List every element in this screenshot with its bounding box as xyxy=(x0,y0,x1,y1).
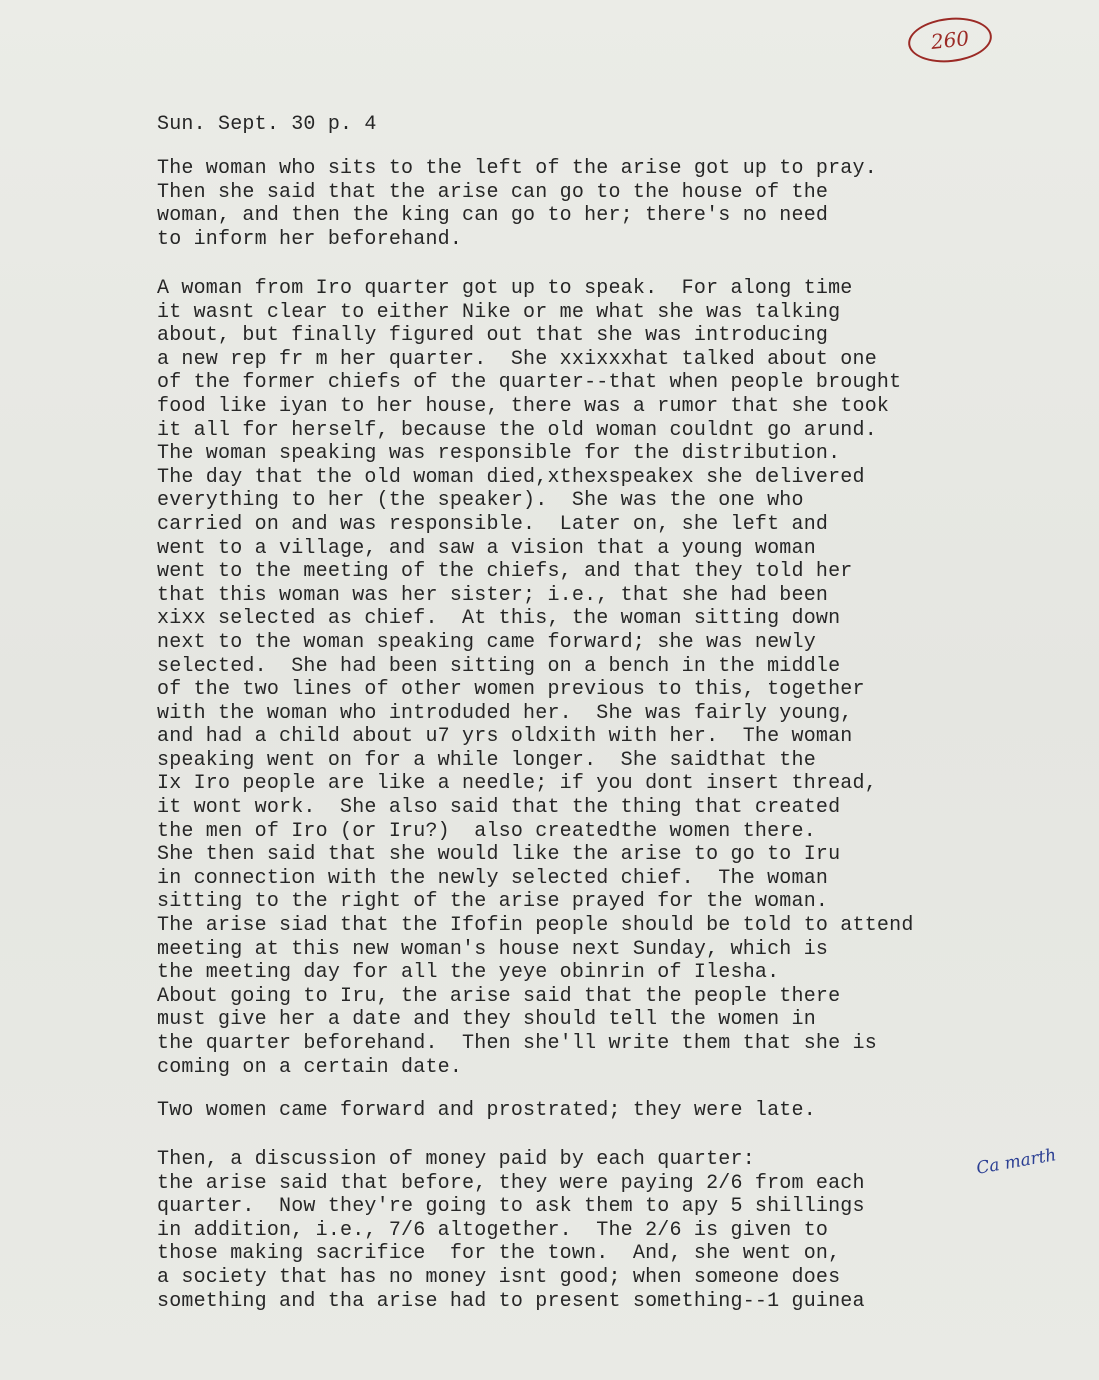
text-line: in connection with the newly selected chief. The woman xyxy=(157,866,829,890)
text-line: About going to Iru, the arise said that the people there xyxy=(157,984,841,1008)
text-line: selected. She had been sitting on a bench in the middle xyxy=(157,654,841,678)
text-line: quarter. Now they're going to ask them to apy 5 shillings xyxy=(157,1195,865,1219)
text-line: of the two lines of other women previous to this, together xyxy=(157,678,865,702)
paragraph-2 xyxy=(157,277,1057,1079)
text-line: woman, and then the king can go to her; there's no need xyxy=(157,204,829,228)
text-line: the quarter beforehand. Then she'll write them that she is xyxy=(157,1032,877,1055)
text-line: coming on a certain date. xyxy=(157,1055,463,1079)
page-number-stamp: 260 xyxy=(906,14,994,67)
text-line: meeting at this new woman's house next Sunday, which is xyxy=(157,937,829,961)
text-line: in addition, i.e., 7/6 altogether. The 2/6 is given to xyxy=(157,1218,829,1242)
text-line: something and tha arise had to present something--1 guinea xyxy=(157,1289,865,1313)
text-line: Then she said that the arise can go to the house of the xyxy=(157,180,829,204)
text-line: She then said that she would like the arise to go to Iru xyxy=(157,843,841,867)
text-line: of the former chiefs of the quarter--that when people brought xyxy=(157,371,902,395)
text-line: to inform her beforehand. xyxy=(157,227,463,251)
text-line: sitting to the right of the arise prayed for the woman. xyxy=(157,890,829,914)
text-line: that this woman was her sister; i.e., that she had been xyxy=(157,583,829,607)
handwritten-margin-note: Ca marth xyxy=(974,1145,1058,1179)
text-line: and had a child about u7 yrs oldxith with her. The woman xyxy=(157,725,853,749)
text-line: a new rep fr m her quarter. She xxixxxhat talked about one xyxy=(157,347,877,371)
text-line: xixx selected as chief. At this, the woman sitting down xyxy=(157,607,841,631)
text-line: must give her a date and they should tell the women in xyxy=(157,1008,816,1032)
text-line: The woman speaking was responsible for the distribution. xyxy=(157,442,841,466)
text-line: The arise siad that the Ifofin people should be told to attend xyxy=(157,914,914,938)
text-line: The day that the old woman died,xthexspeakex she delivered xyxy=(157,465,865,489)
text-line: it wont work. She also said that the thing that created xyxy=(157,796,841,820)
text-line: Two women came forward and prostrated; they were late. xyxy=(157,1099,816,1122)
text-line: it all for herself, because the old woman couldnt go arund. xyxy=(157,418,877,442)
text-line: carried on and was responsible. Later on, she left and xyxy=(157,512,829,536)
text-line: went to the meeting of the chiefs, and that they told her xyxy=(157,560,853,584)
text-line: with the woman who introduded her. She was fairly young, xyxy=(157,701,853,725)
text-line: speaking went on for a while longer. She saidthat the xyxy=(157,748,816,772)
paragraph-4 xyxy=(157,1148,1057,1313)
text-line: The woman who sits to the left of the arise got up to pray. xyxy=(157,157,877,180)
paragraph-3 xyxy=(157,1099,1057,1123)
page-heading: Sun. Sept. 30 p. 4 xyxy=(157,113,377,136)
text-line: about, but finally figured out that she was introducing xyxy=(157,324,829,348)
text-line: next to the woman speaking came forward; she was newly xyxy=(157,630,816,654)
text-line: the meeting day for all the yeye obinrin of Ilesha. xyxy=(157,961,780,985)
text-line: food like iyan to her house, there was a rumor that she took xyxy=(157,394,890,418)
text-line: those making sacrifice for the town. And, she went on, xyxy=(157,1242,841,1266)
text-line: Ix Iro people are like a needle; if you dont insert thread, xyxy=(157,772,877,796)
text-line: everything to her (the speaker). She was the one who xyxy=(157,489,804,513)
text-line: it wasnt clear to either Nike or me what she was talking xyxy=(157,300,841,324)
paragraph-1 xyxy=(157,157,1057,251)
text-line: went to a village, and saw a vision that a young woman xyxy=(157,536,816,560)
text-line: a society that has no money isnt good; when someone does xyxy=(157,1265,841,1289)
text-line: the men of Iro (or Iru?) also createdthe women there. xyxy=(157,819,816,843)
text-line: the arise said that before, they were paying 2/6 from each xyxy=(157,1171,865,1195)
text-line: Then, a discussion of money paid by each quarter: xyxy=(157,1148,755,1171)
text-line: A woman from Iro quarter got up to speak. For along time xyxy=(157,277,853,300)
